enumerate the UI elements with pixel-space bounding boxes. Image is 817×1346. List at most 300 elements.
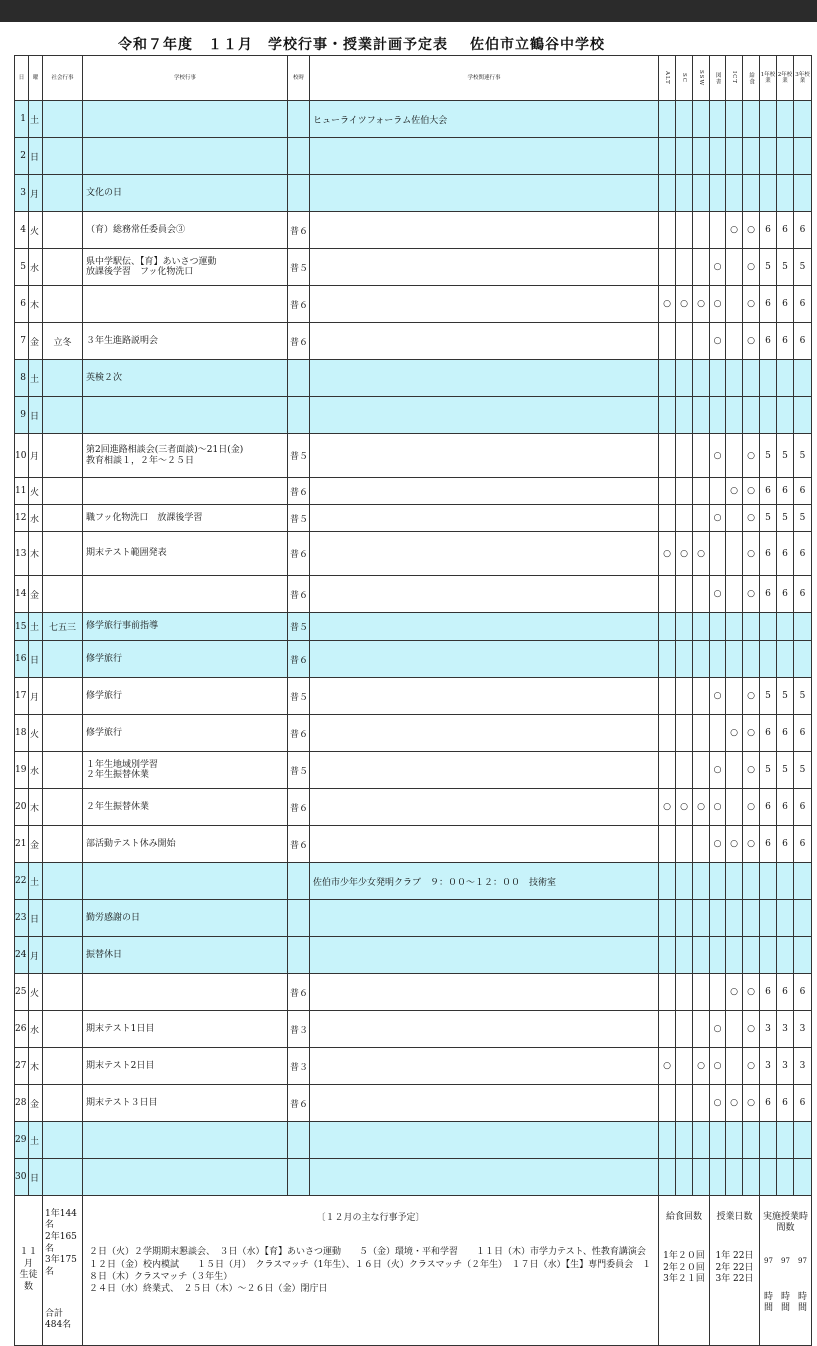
day-number: 2 bbox=[15, 138, 29, 175]
grade2-periods: 5 bbox=[777, 249, 794, 286]
day-number: 16 bbox=[15, 641, 29, 678]
period-count: 普６ bbox=[288, 286, 310, 323]
mark-alt bbox=[659, 249, 676, 286]
school-event: ３年生進路説明会 bbox=[83, 323, 288, 360]
mark-library: ○ bbox=[710, 286, 726, 323]
grade2-periods bbox=[777, 101, 794, 138]
mark-ict bbox=[726, 863, 743, 900]
mark-alt bbox=[659, 715, 676, 752]
mark-ict bbox=[726, 286, 743, 323]
mark-library: ○ bbox=[710, 505, 726, 532]
grade1-periods bbox=[760, 397, 777, 434]
grade3-periods: 6 bbox=[794, 532, 812, 576]
mark-library bbox=[710, 715, 726, 752]
grade3-periods bbox=[794, 937, 812, 974]
related-event bbox=[310, 360, 659, 397]
mark-lunch bbox=[743, 397, 760, 434]
grade2-periods: 6 bbox=[777, 323, 794, 360]
mark-sc bbox=[676, 212, 693, 249]
school-event: 県中学駅伝、【育】あいさつ運動 放課後学習 フッ化物洗口 bbox=[83, 249, 288, 286]
mark-ssw bbox=[693, 863, 710, 900]
grade3-periods: 6 bbox=[794, 974, 812, 1011]
mark-sc bbox=[676, 505, 693, 532]
mark-ict bbox=[726, 175, 743, 212]
header-grade1: 1年校業 bbox=[760, 56, 777, 101]
grade2-periods: 6 bbox=[777, 826, 794, 863]
grade2-periods: 5 bbox=[777, 678, 794, 715]
related-event bbox=[310, 175, 659, 212]
period-count: 普３ bbox=[288, 1048, 310, 1085]
mark-ssw bbox=[693, 212, 710, 249]
social-event bbox=[43, 175, 83, 212]
mark-sc bbox=[676, 826, 693, 863]
mark-lunch: ○ bbox=[743, 1048, 760, 1085]
day-number: 21 bbox=[15, 826, 29, 863]
grade1-periods: 5 bbox=[760, 249, 777, 286]
school-event: （育）総務常任委員会③ bbox=[83, 212, 288, 249]
mark-ict bbox=[726, 323, 743, 360]
mark-library bbox=[710, 101, 726, 138]
grade3-periods: 6 bbox=[794, 789, 812, 826]
school-event: ２年生振替休業 bbox=[83, 789, 288, 826]
period-count bbox=[288, 101, 310, 138]
header-library: 図書 bbox=[710, 56, 726, 101]
grade2-periods: 5 bbox=[777, 505, 794, 532]
class-hours-g3: 97 bbox=[798, 1256, 807, 1265]
mark-alt bbox=[659, 101, 676, 138]
mark-ict bbox=[726, 360, 743, 397]
social-event bbox=[43, 138, 83, 175]
mark-ssw bbox=[693, 175, 710, 212]
social-event bbox=[43, 434, 83, 478]
mark-alt bbox=[659, 1122, 676, 1159]
mark-ssw bbox=[693, 613, 710, 641]
grade2-periods bbox=[777, 900, 794, 937]
social-event bbox=[43, 1122, 83, 1159]
grade2-periods bbox=[777, 360, 794, 397]
mark-sc bbox=[676, 974, 693, 1011]
school-event: 修学旅行 bbox=[83, 678, 288, 715]
grade1-periods: 3 bbox=[760, 1048, 777, 1085]
grade1-periods: 6 bbox=[760, 576, 777, 613]
grade2-periods: 5 bbox=[777, 434, 794, 478]
mark-ict bbox=[726, 937, 743, 974]
grade2-periods bbox=[777, 397, 794, 434]
mark-alt bbox=[659, 175, 676, 212]
grade3-periods bbox=[794, 101, 812, 138]
period-count: 普３ bbox=[288, 1011, 310, 1048]
period-count bbox=[288, 863, 310, 900]
grade1-periods: 3 bbox=[760, 1011, 777, 1048]
day-number: 22 bbox=[15, 863, 29, 900]
table-row bbox=[15, 937, 812, 974]
period-count: 普６ bbox=[288, 576, 310, 613]
grade3-periods: 6 bbox=[794, 576, 812, 613]
mark-lunch: ○ bbox=[743, 789, 760, 826]
school-event bbox=[83, 286, 288, 323]
table-row bbox=[15, 478, 812, 505]
hours-unit-g2: 時間 bbox=[780, 1291, 790, 1314]
school-event bbox=[83, 974, 288, 1011]
grade2-periods: 6 bbox=[777, 286, 794, 323]
day-of-week: 土 bbox=[29, 101, 43, 138]
table-row bbox=[15, 641, 812, 678]
social-event bbox=[43, 397, 83, 434]
day-of-week: 月 bbox=[29, 175, 43, 212]
header-social: 社会行事 bbox=[43, 56, 83, 101]
day-number: 17 bbox=[15, 678, 29, 715]
mark-alt bbox=[659, 212, 676, 249]
mark-lunch bbox=[743, 138, 760, 175]
mark-ssw bbox=[693, 937, 710, 974]
period-count: 普５ bbox=[288, 678, 310, 715]
grade2-periods: 5 bbox=[777, 752, 794, 789]
day-number: 19 bbox=[15, 752, 29, 789]
table-row bbox=[15, 532, 812, 576]
related-event bbox=[310, 397, 659, 434]
mark-sc bbox=[676, 101, 693, 138]
social-event bbox=[43, 101, 83, 138]
period-count bbox=[288, 1122, 310, 1159]
grade3-periods: 3 bbox=[794, 1048, 812, 1085]
table-row bbox=[15, 789, 812, 826]
mark-ssw bbox=[693, 1085, 710, 1122]
school-event bbox=[83, 863, 288, 900]
table-row bbox=[15, 1159, 812, 1196]
mark-ict bbox=[726, 1122, 743, 1159]
period-count: 普６ bbox=[288, 974, 310, 1011]
class-hours-title: 実施授業時間数 bbox=[762, 1211, 808, 1234]
mark-ssw bbox=[693, 434, 710, 478]
school-event: 英検２次 bbox=[83, 360, 288, 397]
mark-library bbox=[710, 613, 726, 641]
table-row bbox=[15, 434, 812, 478]
grade1-periods bbox=[760, 101, 777, 138]
period-count: 普６ bbox=[288, 478, 310, 505]
mark-library bbox=[710, 360, 726, 397]
day-of-week: 月 bbox=[29, 678, 43, 715]
mark-sc: ○ bbox=[676, 286, 693, 323]
related-event bbox=[310, 641, 659, 678]
mark-alt bbox=[659, 576, 676, 613]
mark-alt bbox=[659, 826, 676, 863]
grade1-periods: 6 bbox=[760, 532, 777, 576]
grade2-periods: 3 bbox=[777, 1011, 794, 1048]
period-count: 普５ bbox=[288, 249, 310, 286]
table-row bbox=[15, 360, 812, 397]
header-day: 日 bbox=[15, 56, 29, 101]
mark-ict bbox=[726, 1011, 743, 1048]
related-event bbox=[310, 323, 659, 360]
mark-ssw bbox=[693, 505, 710, 532]
grade2-periods: 6 bbox=[777, 478, 794, 505]
day-number: 27 bbox=[15, 1048, 29, 1085]
grade3-periods bbox=[794, 641, 812, 678]
day-number: 30 bbox=[15, 1159, 29, 1196]
mark-library bbox=[710, 478, 726, 505]
mark-library bbox=[710, 900, 726, 937]
mark-ssw bbox=[693, 397, 710, 434]
social-event bbox=[43, 900, 83, 937]
table-row bbox=[15, 212, 812, 249]
school-name: 佐伯市立鶴谷中学校 bbox=[470, 37, 605, 53]
day-of-week: 水 bbox=[29, 1011, 43, 1048]
related-event bbox=[310, 974, 659, 1011]
grade3-periods: 6 bbox=[794, 478, 812, 505]
mark-ssw bbox=[693, 752, 710, 789]
mark-alt bbox=[659, 863, 676, 900]
mark-lunch: ○ bbox=[743, 752, 760, 789]
mark-ssw bbox=[693, 678, 710, 715]
mark-alt bbox=[659, 323, 676, 360]
header-sc: SC bbox=[676, 56, 693, 101]
social-event bbox=[43, 715, 83, 752]
related-event bbox=[310, 576, 659, 613]
table-row bbox=[15, 863, 812, 900]
grade3-periods: 6 bbox=[794, 1085, 812, 1122]
social-event bbox=[43, 974, 83, 1011]
mark-ict bbox=[726, 397, 743, 434]
mark-library: ○ bbox=[710, 1011, 726, 1048]
day-number: 14 bbox=[15, 576, 29, 613]
mark-ssw bbox=[693, 1122, 710, 1159]
mark-library bbox=[710, 212, 726, 249]
table-row bbox=[15, 249, 812, 286]
mark-lunch: ○ bbox=[743, 1085, 760, 1122]
mark-lunch bbox=[743, 937, 760, 974]
header-grade3: 3年校業 bbox=[794, 56, 812, 101]
student-count-label: １１月 生徒数 bbox=[15, 1196, 43, 1346]
day-of-week: 火 bbox=[29, 478, 43, 505]
period-count: 普６ bbox=[288, 715, 310, 752]
social-event bbox=[43, 212, 83, 249]
school-event: 期末テスト2日目 bbox=[83, 1048, 288, 1085]
mark-lunch: ○ bbox=[743, 323, 760, 360]
table-row bbox=[15, 397, 812, 434]
mark-alt: ○ bbox=[659, 532, 676, 576]
school-event: 期末テスト範囲発表 bbox=[83, 532, 288, 576]
mark-ict: ○ bbox=[726, 478, 743, 505]
table-row bbox=[15, 323, 812, 360]
mark-sc bbox=[676, 360, 693, 397]
mark-ict bbox=[726, 900, 743, 937]
grade3-periods bbox=[794, 900, 812, 937]
day-of-week: 土 bbox=[29, 613, 43, 641]
day-number: 12 bbox=[15, 505, 29, 532]
mark-ssw bbox=[693, 249, 710, 286]
table-row bbox=[15, 678, 812, 715]
related-event bbox=[310, 826, 659, 863]
mark-lunch: ○ bbox=[743, 249, 760, 286]
mark-lunch: ○ bbox=[743, 505, 760, 532]
mark-ict bbox=[726, 249, 743, 286]
day-number: 20 bbox=[15, 789, 29, 826]
mark-lunch bbox=[743, 613, 760, 641]
mark-lunch: ○ bbox=[743, 974, 760, 1011]
lunch-count-cell bbox=[659, 1196, 710, 1346]
social-event bbox=[43, 826, 83, 863]
period-count: 普６ bbox=[288, 532, 310, 576]
school-event: 修学旅行事前指導 bbox=[83, 613, 288, 641]
mark-ict bbox=[726, 505, 743, 532]
grade2-periods: 3 bbox=[777, 1048, 794, 1085]
social-event: 立冬 bbox=[43, 323, 83, 360]
related-event bbox=[310, 1085, 659, 1122]
school-event bbox=[83, 478, 288, 505]
school-days-cell bbox=[710, 1196, 760, 1346]
grade3-periods bbox=[794, 1159, 812, 1196]
mark-ict bbox=[726, 613, 743, 641]
social-event bbox=[43, 249, 83, 286]
mark-lunch bbox=[743, 641, 760, 678]
school-event bbox=[83, 138, 288, 175]
grade2-periods bbox=[777, 1122, 794, 1159]
mark-alt bbox=[659, 478, 676, 505]
school-days-title: 授業日数 bbox=[716, 1211, 753, 1222]
table-row bbox=[15, 715, 812, 752]
day-number: 11 bbox=[15, 478, 29, 505]
table-row bbox=[15, 138, 812, 175]
social-event bbox=[43, 1011, 83, 1048]
table-row bbox=[15, 826, 812, 863]
day-of-week: 水 bbox=[29, 249, 43, 286]
grade1-periods: 6 bbox=[760, 478, 777, 505]
school-event bbox=[83, 101, 288, 138]
grade3-periods: 5 bbox=[794, 249, 812, 286]
december-title: 〔１２月の主な行事予定〕 bbox=[316, 1213, 425, 1224]
school-event: 部活動テスト休み開始 bbox=[83, 826, 288, 863]
social-event: 七五三 bbox=[43, 613, 83, 641]
mark-ict: ○ bbox=[726, 715, 743, 752]
grade3-periods: 6 bbox=[794, 323, 812, 360]
day-number: 18 bbox=[15, 715, 29, 752]
mark-ict bbox=[726, 138, 743, 175]
mark-alt bbox=[659, 1159, 676, 1196]
table-row bbox=[15, 974, 812, 1011]
grade1-periods bbox=[760, 641, 777, 678]
social-event bbox=[43, 286, 83, 323]
mark-alt bbox=[659, 678, 676, 715]
day-of-week: 水 bbox=[29, 505, 43, 532]
mark-ssw bbox=[693, 101, 710, 138]
period-count: 普５ bbox=[288, 505, 310, 532]
table-row bbox=[15, 1011, 812, 1048]
related-event bbox=[310, 789, 659, 826]
mark-lunch bbox=[743, 900, 760, 937]
day-of-week: 土 bbox=[29, 863, 43, 900]
day-of-week: 木 bbox=[29, 789, 43, 826]
grade3-periods bbox=[794, 175, 812, 212]
related-event bbox=[310, 138, 659, 175]
related-event bbox=[310, 1011, 659, 1048]
header-ict: ICT bbox=[726, 56, 743, 101]
grade2-periods: 6 bbox=[777, 789, 794, 826]
grade1-periods: 6 bbox=[760, 715, 777, 752]
mark-sc bbox=[676, 138, 693, 175]
grade3-periods: 5 bbox=[794, 434, 812, 478]
grade1-periods: 6 bbox=[760, 323, 777, 360]
related-event: 佐伯市少年少女発明クラブ ９：００～１２：００ 技術室 bbox=[310, 863, 659, 900]
day-number: 7 bbox=[15, 323, 29, 360]
social-event bbox=[43, 1085, 83, 1122]
grade3-periods: 6 bbox=[794, 212, 812, 249]
mark-ssw: ○ bbox=[693, 286, 710, 323]
grade1-periods bbox=[760, 360, 777, 397]
day-number: 25 bbox=[15, 974, 29, 1011]
day-number: 26 bbox=[15, 1011, 29, 1048]
grade3-periods: 5 bbox=[794, 678, 812, 715]
mark-lunch bbox=[743, 863, 760, 900]
table-row bbox=[15, 286, 812, 323]
period-count: 普６ bbox=[288, 826, 310, 863]
mark-ict: ○ bbox=[726, 212, 743, 249]
mark-alt bbox=[659, 397, 676, 434]
mark-library: ○ bbox=[710, 434, 726, 478]
grade3-periods bbox=[794, 360, 812, 397]
mark-ssw bbox=[693, 138, 710, 175]
table-row bbox=[15, 175, 812, 212]
grade1-periods: 5 bbox=[760, 678, 777, 715]
mark-ict: ○ bbox=[726, 1085, 743, 1122]
mark-sc bbox=[676, 478, 693, 505]
grade1-periods: 6 bbox=[760, 1085, 777, 1122]
day-number: 10 bbox=[15, 434, 29, 478]
december-text: ２日（火）２学期期末懇談会、 ３日（水）【育】あいさつ運動 ５（金）環境・平和学習 １１日（木）市学力テスト、性教育講演会 １２日（金）校内模試 １５日（月） クラスマッチ（1年生）、１６日（火）クラスマッチ（２年生） １７日（水）【生】専門委員会 １８日（木）クラスマッチ（３年生） ２４日（水）終業式、 ２５日（木）～２６日（金）閉庁日 bbox=[89, 1247, 652, 1294]
mark-library bbox=[710, 974, 726, 1011]
header-row bbox=[15, 56, 812, 101]
grade1-periods: 6 bbox=[760, 974, 777, 1011]
mark-sc: ○ bbox=[676, 789, 693, 826]
mark-ssw: ○ bbox=[693, 1048, 710, 1085]
school-event: 修学旅行 bbox=[83, 641, 288, 678]
day-of-week: 木 bbox=[29, 1048, 43, 1085]
day-number: 9 bbox=[15, 397, 29, 434]
mark-ict bbox=[726, 101, 743, 138]
school-event bbox=[83, 1122, 288, 1159]
grade1-periods bbox=[760, 863, 777, 900]
day-number: 8 bbox=[15, 360, 29, 397]
mark-sc bbox=[676, 249, 693, 286]
grade1-periods: 5 bbox=[760, 752, 777, 789]
related-event bbox=[310, 532, 659, 576]
grade3-periods: 6 bbox=[794, 715, 812, 752]
grade3-periods: 6 bbox=[794, 286, 812, 323]
day-of-week: 日 bbox=[29, 641, 43, 678]
day-of-week: 木 bbox=[29, 532, 43, 576]
mark-lunch: ○ bbox=[743, 434, 760, 478]
grade1-periods bbox=[760, 900, 777, 937]
mark-ssw bbox=[693, 323, 710, 360]
mark-library: ○ bbox=[710, 1048, 726, 1085]
student-counts bbox=[43, 1196, 83, 1346]
grade3-periods: 5 bbox=[794, 752, 812, 789]
social-event bbox=[43, 1048, 83, 1085]
mark-sc bbox=[676, 323, 693, 360]
mark-alt bbox=[659, 1011, 676, 1048]
table-row bbox=[15, 752, 812, 789]
related-event bbox=[310, 678, 659, 715]
grade1-periods: 5 bbox=[760, 434, 777, 478]
mark-lunch bbox=[743, 360, 760, 397]
day-number: 28 bbox=[15, 1085, 29, 1122]
grade3-periods: 6 bbox=[794, 826, 812, 863]
schedule-table bbox=[14, 55, 812, 1346]
period-count: 普６ bbox=[288, 323, 310, 360]
mark-library: ○ bbox=[710, 323, 726, 360]
grade2-periods bbox=[777, 937, 794, 974]
mark-lunch: ○ bbox=[743, 576, 760, 613]
related-event bbox=[310, 505, 659, 532]
